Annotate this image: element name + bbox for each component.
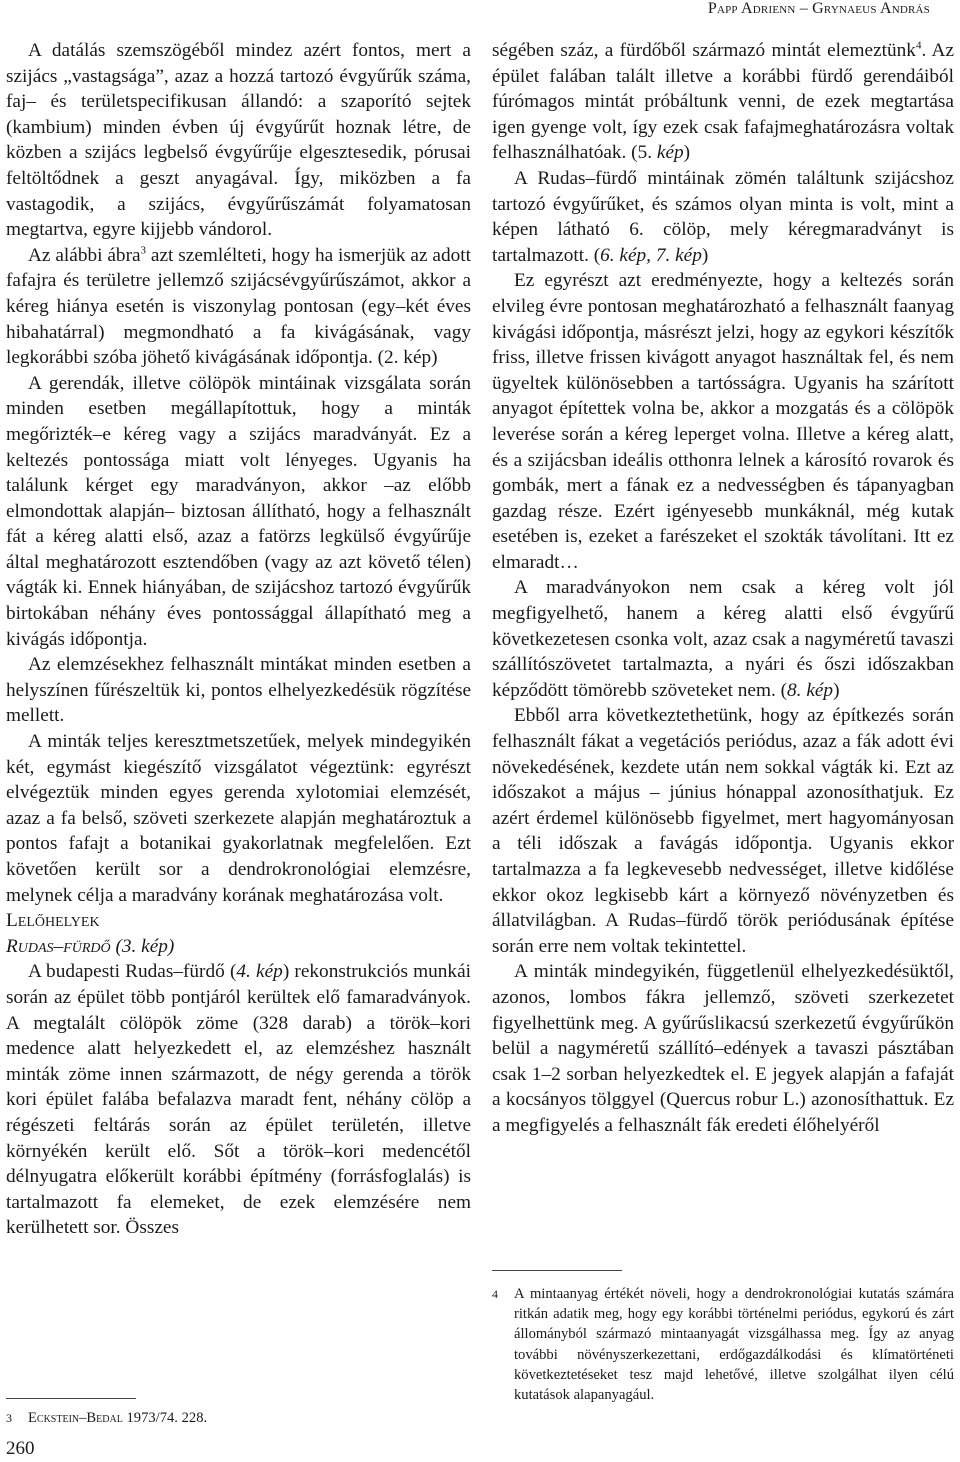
paragraph: A minták teljes keresztmetszetűek, melyek mindegyikén két, egymást kiegészítő vizsgálatot végeztünk: egyrészt elvégeztük minden egyes gerenda xylotomiai elemzését, azaz a fa belső, szöveti szerkezete alapján meghatároztuk a pontos fafajt a botanikai gyakorlatnak megfelelően. Ezt követően került sor a dendrokronológiai elemzésre, melynek célja a maradvány korának meghatározása volt. [6,731,471,906]
paragraph: Az elemzésekhez felhasznált mintákat minden esetben a helyszínen fűrészeltük ki, pontos elhelyezkedésük rögzítése mellett. [6,654,471,727]
paragraph: Ez egyrészt azt eredményezte, hogy a keltezés során elvileg évre pontosan meghatározható a felhasznált faanyag kivágási időpontja, másrészt jelzi, hogy az egykori készítők friss, illetve frissen kivágott anyagot használtak fel, és nem ügyeltek különösebben a tartósságra. Ugyanis ha szárított anyagot építettek volna be, akkor a mozgatás és a cölöpök leverése során a kéreg leperget volna. Illetve a kéreg alatt, és a szijácsban ideális otthonra lelnek a károsító rovarok és gombák, mert a fának ez a nedvességben és tápanyagban gazdag része. Ezért igényesebb munkáknál, még kutak esetében is, ezeket a farészeket el szokták távolítani. Itt ez elmaradt… [492,270,954,573]
footnote-3: 3 Eckstein–Bedal 1973/74. 228. [6,1410,208,1426]
footnote-ref-3[interactable]: 3 [140,244,147,257]
paragraph: A Rudas–fürdő mintáinak zömén találtunk szijácshoz tartozó évgyűrűket, és számos olyan minta is volt, mint a képen látható 6. cölöp, mely kéregmaradványt is tartalmazott. (6. kép, 7. kép) [492,167,954,266]
section-heading: Lelőhelyek [6,910,100,932]
right-column [492,38,954,1139]
footnote-rule [492,1270,622,1271]
paragraph: Ebből arra következtethetünk, hogy az építkezés során felhasznált fákat a vegetációs periódus, azaz a fák adott évi növekedésének, kezdete után nem sokkal vágták ki. Ezt az időszakot a május – június hónappal azonosíthatjuk. Ez azért érdemel különösebb figyelmet, mert hagyományosan a téli időszak a favágás időpontja. Ugyanis ekkor tartalmazza a fa legkevesebb nedvességet, illetve kidőlése ekkor okoz legkisebb kárt a környező növényzetben és állatvilágban. A Rudas–fürdő török periódusának építése során erre nem voltak tekintettel. [492,705,954,957]
subheading: Rudas–fürdő (3. kép) [6,935,175,957]
paragraph: A maradványokon nem csak a kéreg volt jól megfigyelhető, hanem a kéreg alatti első évgyűrű következetesen csonka volt, azaz csak a nagyméretű tavaszi szállítószövetet tartalmazta, a nyári és őszi időszakban képződött tömörebb szöveteket nem. (8. kép) [492,577,954,701]
footnote-ref-4[interactable]: 4 [915,39,922,52]
paragraph: A minták mindegyikén, függetlenül elhelyezkedésüktől, azonos, lombos fákra jellemző, szöveti szerkezetet figyelhettünk meg. A gyűrűslikacsú szerkezetű évgyűrűkön belül a nagyméretű szállító–edények a tavaszi pásztában csak 1–2 sorban helyezkedtek el. E jegyek alapján a fafaját a kocsányos tölggyel (Quercus robur L.) azonosíthattuk. Ez a megfigyelés a felhasznált fák eredeti élőhelyéről [492,961,954,1136]
paragraph: A datálás szemszögéből mindez azért fontos, mert a szijács „vastagsága”, azaz a hozzá tartozó évgyűrűk száma, faj– és területspecifikusan állandó: a szaporító sejtek (kambium) minden évben új évgyűrűt hoznak létre, de közben a szijács legbelső évgyűrűje elgesztesedik, pórusai feltöltődnek a geszt anyagával. Így, miközben a fa vastagodik, a szijács, évgyűrűszámát folyamatosan megtartva, egyre kijjebb vándorol. [6,40,471,241]
footnote-4: 4 A mintaanyag értékét növeli, hogy a dendrokronológiai kutatás számára ritkán adatik meg, hogy egy korábbi történelmi periódus, egykorú és zárt állományból származó mintaanyagát vizsgálhassa meg. Így az anyag további növényszerkezettani, erdőgazdálkodási és klímatörténeti következtetéseket tesz majd lehetővé, illetve szolgálhat ilyen célú kutatások alapanyagául. [492,1286,954,1404]
left-column [6,38,471,1241]
footnote-rule [6,1398,136,1399]
figure-ref: 4. kép [236,961,283,983]
figure-paragraph: Az alábbi ábra$^3$ azt szemlélteti, hogy ha ismerjük az adott fafajra és területre jellemző szijácsévgyűrűszámot, akkor a kéreg hiánya esetén is viszonylag pontosan (egy–két éves hibahatárral) megmondható a fa kivágásának, vagy legkorábbi szóba jöhető kivágásának időpontja. (2. kép) [6,244,471,369]
page-number: 260 [6,1438,35,1459]
paragraph: ségében száz, a fürdőből származó mintát elemeztünk$^4$. Az épület falában talált illetve a korábbi fürdő gerendáiból fúrómagos mintát próbáltunk venni, de ezek megtartása igen gyenge volt, így ezek csak fafajmeghatározásra voltak felhasználhatóak. (5. kép) [492,39,955,164]
paragraph: A budapesti Rudas–fürdő (4. kép) rekonstrukciós munkái során az épület több pontjáról kerültek elő famaradványok. A megtalált cölöpök zöme (328 darab) a török–kori medence alatt helyezkedett el, az elemzéshez használt minták zöme innen származott, de négy gerenda a török kori épület falába befalazva maradt fent, néhány cölöp a régészeti feltárás során az épület területén, illetve környékén került elő. Sőt a török–kori medencétől délnyugatra előkerült korábbi építmény (forrásfoglalás) is tartalmazott fa elemeket, de ezek elemzésére nem kerülhetett sor. Összes [6,961,471,1239]
paragraph: A gerendák, illetve cölöpök mintáinak vizsgálata során minden esetben megállapítottuk, hogy a minták megőrizték–e kéreg vagy a szijács maradványát. Ez a keltezés pontossága miatt volt lényeges. Ugyanis ha találunk kérget egy maradványon, akkor –az előbb elmondottak alapján– biztosan állítható, hogy a felhasznált fát a kéreg alatti első, azaz a fatörzs legkülső évgyűrűje által meghatározott esztendőben (vagy az azt követő télen) vágták ki. Ennek hiányában, de szijácshoz tartozó évgyűrűk birtokában néhány éves pontossággal állapítható meg a kivágás időpontja. [6,372,471,650]
running-header: Papp Adrienn – Grynaeus András [707,0,930,17]
